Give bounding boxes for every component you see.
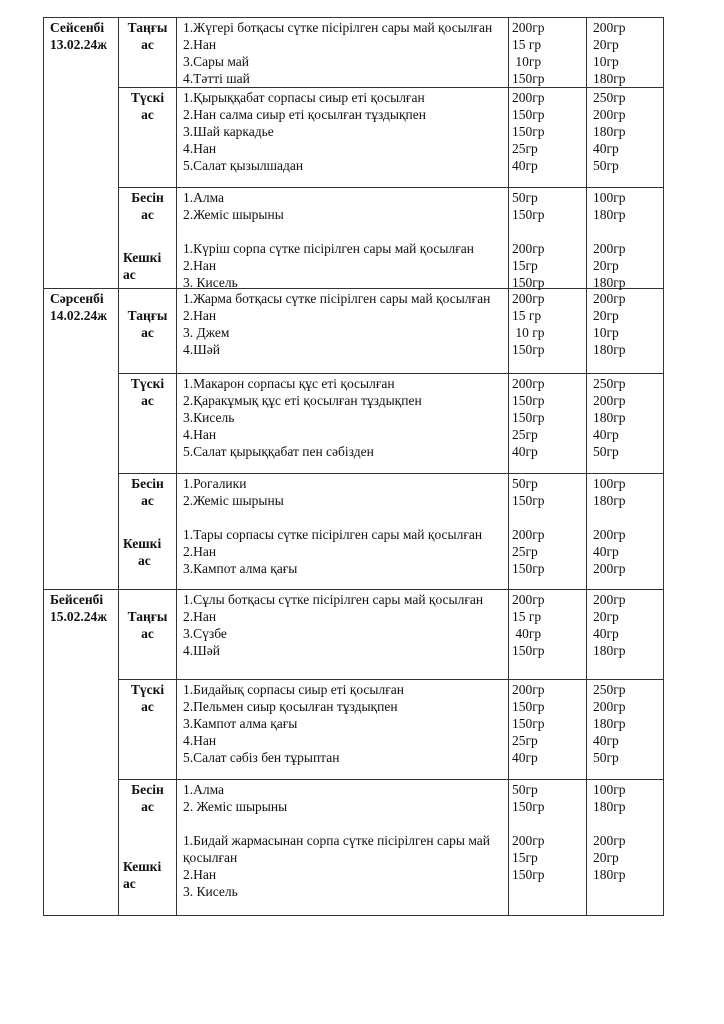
meal-name-text: ас [141,325,154,340]
meal-name-text: Таңғы [127,308,168,323]
meal-row [119,374,663,474]
meal-name [119,18,177,87]
portion-small: 25гр [512,141,538,156]
portion-small: 150гр [512,799,545,814]
dish-item: 3.Сүзбе [183,626,227,641]
portion-large: 50гр [593,750,619,765]
portion-small: 150гр [512,393,545,408]
portion-small: 200гр [512,90,545,105]
portion-small: 10гр [512,54,542,69]
dish-item: 4.Шәй [183,342,220,357]
dish-item: 2.Нан [183,37,217,52]
meal-name [119,474,177,589]
meal-name-text: ас [141,626,154,641]
portion-small: 150гр [512,107,545,122]
portion-large-cell [587,474,663,589]
dish-item: 1.Күріш сорпа сүтке пісірілген сары май қосылған [183,241,474,256]
portion-large: 180гр [593,207,626,222]
portion-large: 40гр [593,141,619,156]
dish-item: 2.Нан [183,609,217,624]
meal-name [119,88,177,187]
portion-small-cell [509,374,587,473]
portion-large: 200гр [593,241,626,256]
portion-large: 50гр [593,444,619,459]
meal-name-text: ас [141,207,154,222]
meal-row [119,18,663,88]
dish-item: 3.Шай каркадье [183,124,274,139]
dish-item: 4.Тәтті шай [183,71,250,86]
portion-small-cell [509,289,587,373]
portion-small: 150гр [512,71,545,86]
portion-large: 100гр [593,190,626,205]
dish-item-cell [177,474,509,589]
portion-large [593,815,663,832]
meal-row [119,289,663,374]
dish-item: 1.Сұлы ботқасы сүтке пісірілген сары май қосылған [183,592,484,607]
meal-name-text: ас [141,799,154,814]
dish-item-cell [177,289,509,373]
portion-small: 200гр [512,527,545,542]
portion-small-cell [509,680,587,779]
portion-large: 180гр [593,71,626,86]
portion-small: 200гр [512,833,545,848]
dish-item: 3.Кампот алма қағы [183,716,298,731]
dish-item: 1.Жүгері ботқасы сүтке пісірілген сары май қосылған [183,20,493,35]
portion-large: 180гр [593,867,626,882]
portion-large: 10гр [593,54,619,69]
portion-small: 15 гр [512,37,542,52]
dish-item: 3. Джем [183,325,230,340]
dish-item-cell [177,590,509,679]
portion-large: 200гр [593,561,626,576]
day-block [44,289,663,590]
portion-small: 50гр [512,782,538,797]
dish-item-cell [177,680,509,779]
day-name: Сейсенбі [50,20,105,35]
dish-item [183,815,508,832]
portion-small: 150гр [512,493,545,508]
portion-large: 20гр [593,37,619,52]
meal-name-text: ас [141,493,154,508]
portion-large: 200гр [593,699,626,714]
portion-large: 200гр [593,107,626,122]
portion-large: 20гр [593,609,619,624]
portion-large: 100гр [593,476,626,491]
portion-large-cell [587,374,663,473]
portion-small: 200гр [512,291,545,306]
portion-small-cell [509,780,587,915]
portion-small: 200гр [512,682,545,697]
meal-name [119,590,177,679]
portion-large: 50гр [593,158,619,173]
portion-small: 150гр [512,561,545,576]
dish-item: 2.Жеміс шырыны [183,207,284,222]
portion-large: 20гр [593,258,619,273]
meal-row [119,88,663,188]
meal-name-text: Түскі [130,90,165,105]
meal-name-text: Кешкі [123,535,162,551]
portion-small: 25гр [512,733,538,748]
portion-small [512,509,586,526]
meal-name-text: ас [141,393,154,408]
dish-item: 1.Жарма ботқасы сүтке пісірілген сары май қосылған [183,291,491,306]
meal-name [119,188,177,288]
day-name: Сәрсенбі [50,291,104,306]
meal-name-text: Бесін [131,782,164,797]
day-name: Бейсенбі [50,592,104,607]
portion-large-cell [587,18,663,87]
meal-row [119,474,663,589]
dish-item: 5.Салат сәбіз бен тұрыптан [183,750,340,765]
day-label [44,590,119,915]
meal-name-text: Кешкі [123,858,162,874]
portion-large: 200гр [593,833,626,848]
portion-large: 200гр [593,393,626,408]
portion-small: 150гр [512,643,545,658]
portion-small: 15гр [512,850,538,865]
day-date: 13.02.24ж [50,37,108,52]
portion-large: 200гр [593,592,626,607]
dish-item: 4.Нан [183,427,217,442]
portion-small [512,815,586,832]
meal-name-text: ас [123,266,136,282]
portion-large: 250гр [593,90,626,105]
dish-item: 1.Макарон сорпасы құс еті қосылған [183,376,395,391]
portion-small: 150гр [512,867,545,882]
dish-item: 2.Нан [183,544,217,559]
meal-row [119,680,663,780]
meal-name-text: ас [138,552,151,568]
portion-small: 200гр [512,592,545,607]
dish-item: 3.Кампот алма қағы [183,561,298,576]
portion-large: 40гр [593,733,619,748]
dish-item: 1.Бидайық сорпасы сиыр еті қосылған [183,682,404,697]
meal-name-text: ас [123,875,136,891]
dish-item: 1.Алма [183,782,225,797]
dish-item: 5.Салат қызылшадан [183,158,304,173]
portion-small: 10 гр [512,325,545,340]
portion-small: 50гр [512,190,538,205]
portion-large-cell [587,780,663,915]
portion-large [593,509,663,526]
meal-name [119,289,177,373]
meal-name-text: Таңғы [127,609,168,624]
portion-small: 150гр [512,124,545,139]
meal-name [119,780,177,915]
portion-small: 25гр [512,427,538,442]
portion-small: 40гр [512,444,538,459]
portion-large: 180гр [593,124,626,139]
meal-name-text: Таңғы [127,20,168,35]
portion-large: 20гр [593,308,619,323]
portion-large-cell [587,188,663,288]
meal-name [119,680,177,779]
dish-item: 2.Нан [183,308,217,323]
portion-small [512,223,586,240]
day-label [44,289,119,589]
dish-item: қосылған [183,850,238,865]
dish-item-cell [177,18,509,87]
portion-large: 200гр [593,20,626,35]
portion-small-cell [509,474,587,589]
portion-small: 150гр [512,275,545,290]
portion-large: 180гр [593,716,626,731]
dish-item-cell [177,88,509,187]
dish-item: 3.Сары май [183,54,249,69]
day-date: 15.02.24ж [50,609,108,624]
dish-item: 3. Кисель [183,884,238,899]
portion-large-cell [587,289,663,373]
portion-small-cell [509,188,587,288]
dish-item [183,223,508,240]
day-date: 14.02.24ж [50,308,108,323]
portion-large: 100гр [593,782,626,797]
dish-item-cell [177,780,509,915]
dish-item-cell [177,374,509,473]
dish-item: 3.Кисель [183,410,235,425]
dish-item: 4.Шәй [183,643,220,658]
portion-large: 40гр [593,626,619,641]
portion-small: 40гр [512,750,538,765]
portion-small: 200гр [512,20,545,35]
day-block [44,18,663,289]
dish-item: 2.Қаракұмық құс еті қосылған тұздықпен [183,393,422,408]
meal-name-text: ас [141,107,154,122]
portion-small: 150гр [512,410,545,425]
meal-name-text: Бесін [131,190,164,205]
dish-item: 1.Рогалики [183,476,247,491]
portion-large: 250гр [593,682,626,697]
portion-large: 180гр [593,643,626,658]
portion-large: 180гр [593,410,626,425]
portion-small: 50гр [512,476,538,491]
dish-item: 2.Нан салма сиыр еті қосылған тұздықпен [183,107,426,122]
dish-item: 5.Салат қырыққабат пен сәбізден [183,444,374,459]
meal-row [119,188,663,288]
meal-name [119,374,177,473]
meal-name-text: Кешкі [123,249,162,265]
dish-item [183,509,508,526]
portion-small: 15гр [512,258,538,273]
portion-large: 40гр [593,544,619,559]
portion-small: 25гр [512,544,538,559]
portion-large: 40гр [593,427,619,442]
dish-item: 2. Жеміс шырыны [183,799,288,814]
meal-row [119,590,663,680]
portion-small-cell [509,88,587,187]
menu-table [43,17,664,916]
portion-large [593,223,663,240]
portion-large: 10гр [593,325,619,340]
portion-small: 150гр [512,716,545,731]
portion-large: 200гр [593,291,626,306]
portion-large: 200гр [593,527,626,542]
portion-small: 150гр [512,699,545,714]
portion-small: 200гр [512,376,545,391]
dish-item: 1.Тары сорпасы сүтке пісірілген сары май қосылған [183,527,483,542]
dish-item: 1.Алма [183,190,225,205]
meal-name-text: ас [141,699,154,714]
meal-name-text: Түскі [130,682,165,697]
portion-large-cell [587,590,663,679]
dish-item: 1.Бидай жармасынан сорпа сүтке пісірілген сары май [183,833,490,848]
portion-small: 40гр [512,158,538,173]
meal-name-text: Бесін [131,476,164,491]
dish-item: 2.Жеміс шырыны [183,493,284,508]
portion-small: 200гр [512,241,545,256]
portion-small: 150гр [512,207,545,222]
portion-small: 150гр [512,342,545,357]
portion-small: 40гр [512,626,542,641]
day-label [44,18,119,288]
dish-item: 1.Қырыққабат сорпасы сиыр еті қосылған [183,90,425,105]
meal-row [119,780,663,915]
portion-large: 250гр [593,376,626,391]
dish-item: 4.Нан [183,733,217,748]
meal-name-text: Түскі [130,376,165,391]
portion-large: 180гр [593,799,626,814]
dish-item: 2.Нан [183,258,217,273]
portion-large-cell [587,88,663,187]
portion-large-cell [587,680,663,779]
portion-small-cell [509,18,587,87]
day-block [44,590,663,915]
dish-item: 2.Нан [183,867,217,882]
dish-item: 3. Кисель [183,275,238,288]
meal-name-text: ас [141,37,154,52]
portion-large: 180гр [593,275,626,290]
dish-item-cell [177,188,509,288]
portion-large: 180гр [593,493,626,508]
portion-small-cell [509,590,587,679]
portion-large: 20гр [593,850,619,865]
portion-large: 180гр [593,342,626,357]
dish-item: 4.Нан [183,141,217,156]
dish-item: 2.Пельмен сиыр қосылған тұздықпен [183,699,398,714]
portion-small: 15 гр [512,308,542,323]
portion-small: 15 гр [512,609,542,624]
